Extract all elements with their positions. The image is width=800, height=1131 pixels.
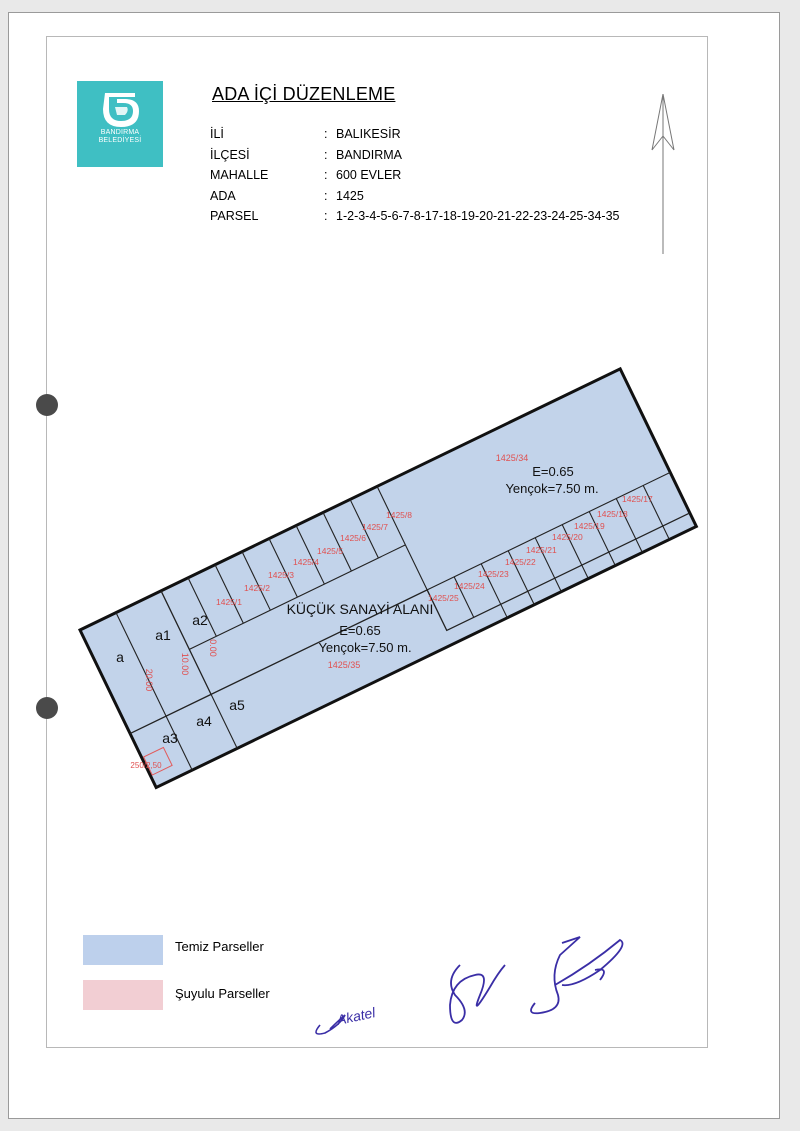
info-colon: : <box>324 148 328 162</box>
parcel-label: 1425/19 <box>574 521 605 531</box>
logo-text-line1: BANDIRMA <box>100 129 140 136</box>
signatures <box>300 925 640 1045</box>
parcel-label: 1425/8 <box>386 510 412 520</box>
upper-parcel-labels <box>216 510 412 607</box>
legend-swatch-shared <box>83 980 163 1010</box>
corner-dim-label: 250/2,50 <box>130 761 162 770</box>
info-label: MAHALLE <box>210 168 269 182</box>
logo-text-line2: BELEDİYESİ <box>98 137 142 144</box>
signature-1-text: Akatel <box>335 1004 377 1028</box>
center-e-label: E=0.65 <box>339 623 381 638</box>
signature-2 <box>450 965 505 1023</box>
legend-label-shared: Şuyulu Parseller <box>175 986 270 1001</box>
info-value: BANDIRMA <box>336 148 402 162</box>
info-label: ADA <box>210 189 236 203</box>
lot-label: a2 <box>192 612 208 628</box>
signature-1 <box>316 1004 378 1034</box>
parcel-34-label: 1425/34 <box>495 453 529 463</box>
parcel-label: 1425/20 <box>552 532 583 542</box>
parcel-label: 1425/17 <box>622 494 653 504</box>
info-colon: : <box>324 168 328 182</box>
parcel-label: 1425/2 <box>244 583 270 593</box>
info-label: PARSEL <box>210 209 259 223</box>
page-title: ADA İÇİ DÜZENLEME <box>212 84 396 104</box>
info-label: İLİ <box>210 127 224 141</box>
upper-yencok-label: Yençok=7.50 m. <box>505 481 599 496</box>
lower-parcel-labels <box>428 494 653 603</box>
lot-label: a3 <box>162 730 178 746</box>
parcel-label: 1425/22 <box>505 557 536 567</box>
legend-label-clean: Temiz Parseller <box>175 939 264 954</box>
parcel-label: 1425/24 <box>454 581 485 591</box>
parcel-label: 1425/25 <box>428 593 459 603</box>
parcel-label: 1425/3 <box>268 570 294 580</box>
legend-swatch-clean <box>83 935 163 965</box>
info-colon: : <box>324 189 328 203</box>
parcel-35-label: 1425/35 <box>327 660 361 670</box>
dim-label: 20.00 <box>144 668 154 692</box>
parcel-label: 1425/6 <box>340 533 366 543</box>
parcel-label: 1425/4 <box>293 557 319 567</box>
lot-label: a <box>116 649 124 665</box>
lot-label: a1 <box>155 627 171 643</box>
upper-e-label: E=0.65 <box>532 464 574 479</box>
info-value: 600 EVLER <box>336 168 402 182</box>
parcel-label: 1425/1 <box>216 597 242 607</box>
parcel-label: 1425/23 <box>478 569 509 579</box>
info-colon: : <box>324 209 328 223</box>
parcel-label: 1425/7 <box>362 522 388 532</box>
center-yencok-label: Yençok=7.50 m. <box>318 640 412 655</box>
area-name-label: KÜÇÜK SANAYİ ALANI <box>286 601 434 617</box>
info-label: İLÇESİ <box>210 148 250 162</box>
info-value: 1-2-3-4-5-6-7-8-17-18-19-20-21-22-23-24-25-34-35 <box>336 209 620 223</box>
info-value: 1425 <box>336 189 364 203</box>
lot-label: a5 <box>229 697 245 713</box>
signature-3 <box>531 937 623 1013</box>
parcel-label: 1425/18 <box>597 509 628 519</box>
dim-label: 0.00 <box>208 639 218 657</box>
info-colon: : <box>324 127 328 141</box>
dim-label: 10.00 <box>180 652 190 676</box>
lot-label: a4 <box>196 713 212 729</box>
info-value: BALIKESİR <box>336 127 401 141</box>
parcel-label: 1425/21 <box>526 545 557 555</box>
parcel-label: 1425/5 <box>317 546 343 556</box>
